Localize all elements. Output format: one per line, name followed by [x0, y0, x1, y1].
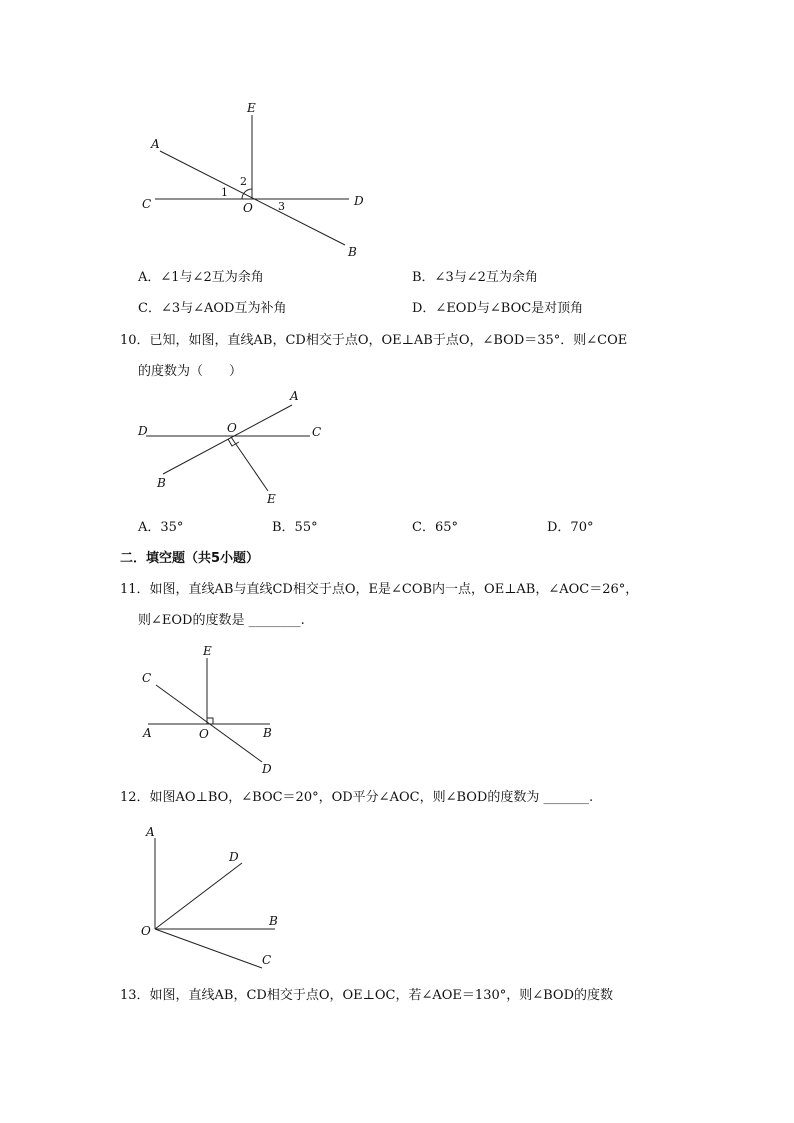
label-e: E: [247, 101, 256, 115]
q11-question-line2: 则∠EOD的度数是 ________.: [138, 613, 305, 628]
q9-option-b: B．∠3与∠2互为余角: [412, 270, 538, 285]
label-c: C: [312, 425, 322, 439]
label-b: B: [263, 726, 272, 740]
label-d: D: [354, 194, 364, 208]
label-c: C: [142, 197, 152, 211]
label-o: O: [227, 421, 237, 435]
label-b: B: [348, 245, 357, 259]
label-a: A: [151, 137, 160, 151]
section-title: 二．填空题（共5小题）: [120, 551, 260, 566]
label-d: D: [229, 850, 239, 864]
q10-question-line1: 10．已知，如图，直线AB，CD相交于点O，OE⊥AB于点O，∠BOD＝35°．则∠COE: [120, 333, 628, 348]
ray-od: [155, 863, 242, 929]
label-b: B: [157, 476, 166, 490]
label-e: E: [267, 492, 276, 506]
q13-question-line1: 13．如图，直线AB，CD相交于点O，OE⊥OC，若∠AOE＝130°，则∠BOD的度数: [120, 988, 613, 1003]
label-o: O: [199, 727, 209, 741]
label-a: A: [146, 825, 155, 839]
label-c: C: [142, 671, 152, 685]
q10-option-d: D．70°: [547, 520, 594, 535]
q12-question-line1: 12．如图AO⊥BO，∠BOC＝20°，OD平分∠AOC，则∠BOD的度数为 _______.: [120, 790, 594, 805]
q9-option-c: C．∠3与∠AOD互为补角: [138, 301, 287, 316]
q9-option-d: D．∠EOD与∠BOC是对顶角: [412, 301, 584, 316]
q11-question-line1: 11．如图，直线AB与直线CD相交于点O，E是∠COB内一点，OE⊥AB，∠AOC＝26°，: [120, 582, 639, 597]
label-o: O: [141, 924, 151, 938]
angle-label-3: 3: [278, 200, 285, 213]
label-a: A: [290, 389, 299, 403]
label-e: E: [203, 644, 212, 658]
label-c: C: [262, 953, 272, 967]
q10-option-c: C．65°: [412, 520, 458, 535]
angle-label-1: 1: [221, 186, 228, 199]
label-o: O: [243, 201, 253, 215]
label-b: B: [269, 914, 278, 928]
label-d: D: [262, 762, 272, 776]
q9-option-a: A．∠1与∠2互为余角: [138, 270, 264, 285]
angle-label-2: 2: [240, 175, 247, 188]
q10-question-line2: 的度数为（ ）: [138, 364, 243, 379]
q10-option-b: B．55°: [272, 520, 318, 535]
q10-option-a: A．35°: [138, 520, 184, 535]
label-a: A: [143, 726, 152, 740]
ray-oc: [155, 929, 262, 968]
label-d: D: [138, 424, 148, 438]
